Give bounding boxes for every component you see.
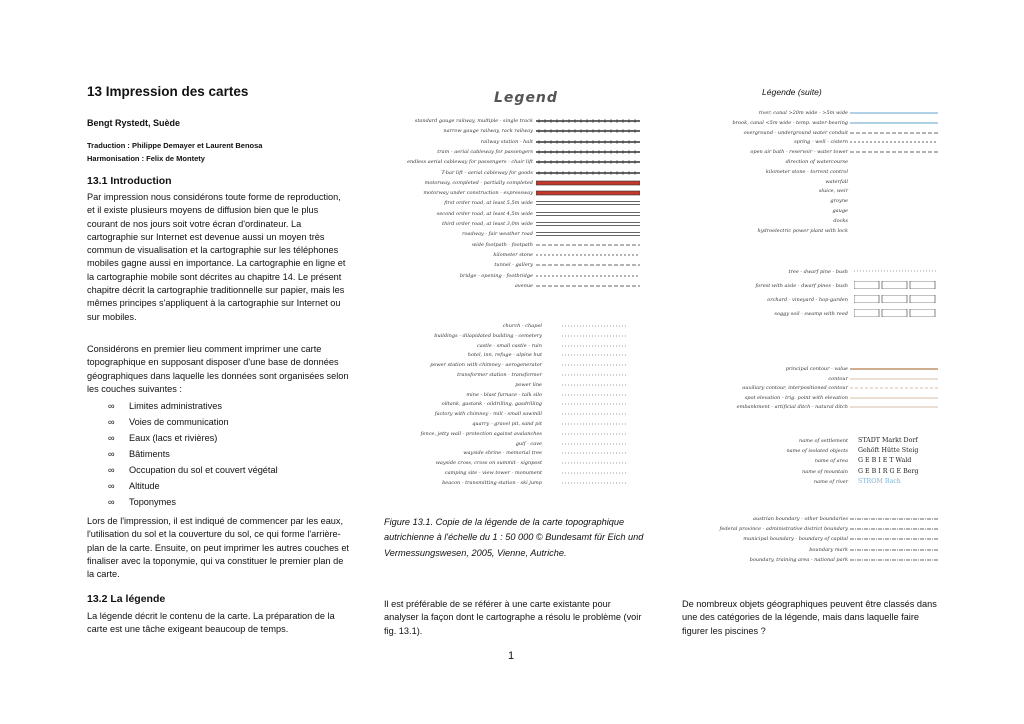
legend-entry-label: motorway under construction - expressway (423, 190, 533, 197)
legend-symbol (562, 459, 628, 467)
legend-symbol (850, 129, 938, 137)
legend-entry-label: austrian boundary - other boundaries (753, 516, 848, 522)
legend-entry-label: third order road, at least 3,0m wide (442, 221, 533, 227)
legend-symbol (562, 420, 628, 428)
legend-symbol (562, 400, 628, 408)
legend-symbol (562, 361, 628, 369)
legend-symbol (562, 410, 628, 418)
legend-entry-label: groyne (830, 198, 848, 205)
legend-symbol (850, 403, 938, 411)
legend-symbol (850, 119, 938, 127)
legend-symbol (562, 440, 628, 448)
legend-entry-label: principal contour - value (785, 366, 848, 372)
author: Bengt Rystedt, Suède (87, 118, 181, 128)
legend-entry-label: wayside shrine - memorial tree (463, 450, 542, 457)
list-item: ∞ Limites administratives (108, 401, 222, 411)
legend-symbol (536, 169, 640, 177)
legend-symbol (562, 469, 628, 477)
legend-entry-label: endless aerial cableway for passengers - chair lift (407, 159, 533, 166)
legend-symbol (536, 148, 640, 156)
legend-symbol (536, 272, 640, 280)
legend-entry-label: spring - well - cistern (794, 139, 848, 146)
page-number: 1 (508, 650, 515, 662)
legend-entry-label: T-bar lift - aerial cableway for goods (441, 169, 533, 176)
legend-entry-label: castle - small castle - ruin (476, 342, 542, 349)
legend-symbol (850, 515, 938, 523)
legend-entry-label: waterfall (825, 178, 848, 185)
intro-paragraph-1: Par impression nous considérons toute forme de reproduction, et il existe plusieurs moyens de diffusion bien que le plus courant de nos jours soit votre écran d'ordinateur. La cartographie sur Internet est devenue aussi un moyen très commun de visualisation et la cartographie sur les téléphones mobiles gagne aussi en importance. La cartographie en ligne et la cartographie mobile sont décrites au chapitre 14. Le présent chapitre décrit la cartographie traditionnelle sur papier, mais les mêmes principes s'appliquent à la cartographie sur Internet ou sur mobiles. (87, 192, 346, 322)
legend-entry-label: tram - aerial cableway for passengers (437, 148, 533, 155)
legend-symbol (536, 241, 640, 249)
legend-entry-label: brook, canal <5m wide - temp. water-bearing (732, 119, 848, 126)
legend-entry-label: power line (515, 381, 542, 388)
legend-symbol (562, 332, 628, 340)
legend-entry-label: wayside cross, cross on summit - signpost (435, 460, 542, 467)
legend-entry-label: docks (833, 217, 848, 224)
legend-symbol (850, 109, 938, 117)
legend-symbol (536, 210, 640, 218)
legend-entry-label: fence, jetty wall - protection against avalanches (420, 430, 542, 437)
legend-entry-label: embankment - artificial ditch - natural ditch (736, 404, 848, 411)
legend-entry-label: power station with chimney - aerogenerator (430, 362, 542, 369)
legend-continued-title: Légende (suite) (762, 87, 822, 97)
legend-symbol (536, 251, 640, 259)
legend-symbol (562, 342, 628, 350)
legend-title: Legend (494, 90, 558, 106)
translation-credit: Traduction : Philippe Demayer et Laurent Benosa (87, 141, 263, 150)
legend-entry-label: transformer station - transformer (457, 372, 542, 378)
legend-entry-label: boundary mark (809, 546, 848, 553)
legend-entry-label: open air bath - reservoir - water tower (750, 149, 848, 156)
legend-symbol (562, 479, 628, 487)
legend-entry-label: oiltank, gastank - oildrilling, gasdrilling (441, 401, 542, 408)
legend-entry-label: kilometer stone - torrent control (765, 168, 848, 175)
legend-symbol (536, 117, 640, 125)
legend-entry-label: camping site - view tower - monument (444, 470, 542, 476)
layer-list (108, 398, 278, 510)
legend-entry-label: railway station - halt (480, 138, 533, 145)
column2-paragraph: Il est préférable de se référer à une carte existante pour analyser la façon dont le cartographe a résolu le problème (voir fig. 13.1). (384, 599, 642, 636)
legend-figure-left (384, 112, 646, 484)
legend-symbol (850, 535, 938, 543)
legend-entry-label: contour (828, 375, 848, 382)
name-sample: G E B I E T Wald (858, 457, 912, 465)
list-item: ∞ Toponymes (108, 497, 176, 507)
legend-symbol (850, 365, 938, 373)
legend-entry-label: standard gauge railway, multiple - single track (414, 118, 533, 124)
legend-entry-label: motorway, completed - partially completed (424, 179, 533, 186)
legend-symbol (850, 375, 938, 383)
legend-entry-label: name of area (814, 458, 848, 465)
legend-symbol (536, 282, 640, 290)
legend-symbol (562, 381, 628, 389)
name-sample: G E B I R G E Berg (858, 467, 919, 475)
legend-symbol (562, 322, 628, 330)
legend-entry-label: narrow gauge railway, rack railway (443, 128, 533, 135)
legend-entry-label: hydroelectric power plant with lock (757, 227, 848, 234)
legend-symbol (562, 351, 628, 359)
legend-symbol (854, 267, 938, 275)
legend-entry-label: tree - dwarf pine - bush (788, 269, 848, 275)
name-sample: STADT Markt Dorf (858, 437, 918, 444)
list-item: ∞ Bâtiments (108, 449, 170, 459)
legend-entry-label: spot elevation - trig. point with elevation (744, 394, 848, 401)
legend-entry-label: kilometer stone (493, 251, 533, 258)
legend-entry-label: gulf - cave (515, 440, 542, 447)
legend-entry-label: buildings - dilapidated building - cemetery (434, 332, 542, 339)
legend-entry-label: beacon - transmitting station - ski jump (442, 479, 542, 486)
legend-entry-label: tunnel - gallery (494, 262, 533, 269)
legend-paragraph: La légende décrit le contenu de la carte. La préparation de la carte est une tâche exigeant beaucoup de temps. (87, 611, 335, 635)
legend-symbol (850, 394, 938, 402)
intro-paragraph-2: Considérons en premier lieu comment imprimer une carte topographique en supposant disposer d'une base de données géographiques dans laquelle les données sont organisées selon les couches suivantes : (87, 344, 349, 394)
legend-entry-label: bridge - opening - footbridge (459, 272, 533, 279)
legend-entry-label: federal province - administrative district boundary (719, 526, 848, 533)
list-item: ∞ Occupation du sol et couvert végétal (108, 465, 278, 475)
legend-entry-label: quarry - gravel pit, sand pit (472, 421, 542, 427)
list-item: ∞ Voies de communication (108, 417, 229, 427)
legend-entry-label: first order road, at least 5,5m wide (444, 200, 533, 207)
legend-entry-label: second order road, at least 4,5m wide (436, 210, 533, 217)
list-item: ∞ Eaux (lacs et rivières) (108, 433, 218, 443)
harmonisation-credit: Harmonisation : Felix de Montety (87, 153, 205, 163)
legend-entry-label: municipal boundary - boundary of capital (743, 536, 848, 543)
legend-symbol (854, 309, 938, 317)
section-heading-legend: 13.2 La légende (87, 593, 166, 605)
legend-entry-label: name of river (813, 478, 848, 485)
legend-symbol (562, 391, 628, 399)
legend-entry-label: soggy soil - swamp with reed (774, 311, 848, 317)
name-sample: STROM Bach (858, 477, 901, 485)
legend-symbol (536, 220, 640, 228)
legend-entry-label: roadway - fair weather road (462, 231, 533, 238)
legend-symbol (850, 556, 938, 564)
legend-symbol (536, 179, 640, 187)
legend-symbol (536, 138, 640, 146)
legend-symbol (562, 449, 628, 457)
legend-symbol (854, 295, 938, 303)
legend-symbol (536, 127, 640, 135)
legend-entry-label: name of settlement (799, 438, 848, 444)
legend-symbol (850, 148, 938, 156)
legend-entry-label: auxiliary contour, interpositioned contour (742, 385, 848, 392)
legend-entry-label: forest with aisle - dwarf pines - bush (755, 283, 848, 289)
legend-symbol (854, 281, 938, 289)
legend-symbol (850, 546, 938, 554)
section-heading-introduction: 13.1 Introduction (87, 175, 172, 187)
legend-entry-label: direction of watercourse (785, 159, 848, 165)
legend-entry-label: sluice, weir (818, 188, 848, 195)
legend-symbol (562, 371, 628, 379)
intro-paragraph-3: Lors de l'impression, il est indiqué de commencer par les eaux, l'utilisation du sol et la couverture du sol, ce qui forme l'arrière-plan de la carte. Ensuite, on peut imprimer les autres couches et finaliser avec la toponymie, qui va constituer le premier plan de la carte. (87, 516, 349, 580)
legend-entry-label: avenue (514, 282, 533, 289)
legend-entry-label: orchard - vineyard - hop-garden (767, 297, 848, 303)
legend-entry-label: name of isolated objects (786, 448, 848, 455)
legend-entry-label: mine - blast furnace - talk silo (466, 391, 542, 398)
legend-entry-label: river, canal >20m wide - >5m wide (758, 110, 848, 116)
legend-entry-label: factory with chimney - mill - small sawmill (434, 411, 542, 418)
legend-symbol (536, 189, 640, 197)
legend-figure-right (682, 104, 944, 574)
legend-symbol (850, 525, 938, 533)
legend-symbol (536, 261, 640, 269)
list-item: ∞ Altitude (108, 481, 160, 491)
legend-entry-label: gauge (832, 208, 848, 214)
figure-caption: Figure 13.1. Copie de la légende de la carte topographique autrichienne à l'échelle du 1 : 50 000 © Bundesamt für Eich und Vermessungswesen, 2005, Vienne, Autriche. (384, 517, 644, 558)
legend-entry-label: name of mountain (802, 468, 848, 475)
chapter-title: 13 Impression des cartes (87, 84, 249, 99)
name-sample: Gehöft Hütte Steig (858, 447, 919, 455)
legend-symbol (536, 230, 640, 238)
legend-entry-label: hotel, inn, refuge - alpine hut (467, 352, 542, 359)
column3-paragraph: De nombreux objets géographiques peuvent être classés dans une des catégories de la légende, mais dans laquelle faire figurer les piscines ? (682, 599, 937, 636)
legend-entry-label: overground - underground water conduit (743, 129, 848, 136)
legend-symbol (536, 158, 640, 166)
legend-symbol (536, 199, 640, 207)
legend-entry-label: church - chapel (502, 323, 542, 329)
legend-symbol (562, 430, 628, 438)
legend-entry-label: boundary, training area - national park (749, 556, 848, 563)
legend-symbol (850, 384, 938, 392)
credits (87, 140, 262, 165)
legend-symbol (850, 138, 938, 146)
legend-entry-label: wide footpath - footpath (471, 241, 533, 248)
